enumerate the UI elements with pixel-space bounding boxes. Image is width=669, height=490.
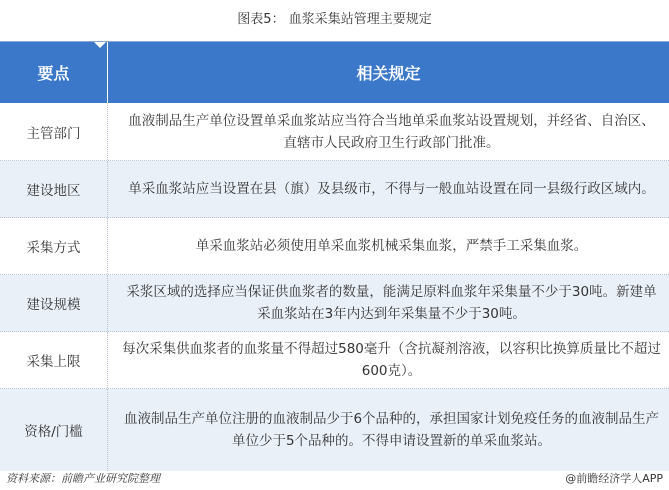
row-label: 建设地区 — [0, 161, 108, 217]
row-text: 每次采集供血浆者的血浆量不得超过580毫升（含抗凝剂溶液，以容积比换算质量比不超过600克）。 — [122, 341, 661, 379]
figure-title: 图表5： 血浆采集站管理主要规定 — [237, 12, 432, 27]
table-header — [0, 42, 669, 103]
table-row — [0, 389, 669, 471]
row-text: 单采血浆站必须使用单采血浆机械采集血浆，严禁手工采集血浆。 — [195, 238, 588, 254]
header-notch — [94, 42, 106, 48]
row-text: 血液制品生产单位注册的血液制品少于6个品种的，承担国家计划免疫任务的血液制品生产单位少于5个品种的。不得申请设置新的单采血浆站。 — [123, 411, 660, 449]
row-label: 建设规模 — [0, 275, 108, 331]
table-row — [0, 218, 669, 275]
row-text: 采浆区域的选择应当保证供血浆者的数量，能满足原料血浆年采集量不少于30吨。新建单采血浆站在3年内达到年采集量不少于30吨。 — [126, 284, 657, 322]
header-key-points: 要点 — [37, 64, 70, 83]
row-label: 采集上限 — [0, 332, 108, 388]
brand-credit — [565, 470, 663, 486]
table-row — [0, 275, 669, 332]
table-row — [0, 332, 669, 389]
row-label: 采集方式 — [0, 218, 108, 274]
source-note: 资料来源：前瞻产业研究院整理 — [6, 472, 160, 485]
table-row — [0, 161, 669, 218]
regulations-table — [0, 41, 669, 471]
row-label: 资格/门槛 — [0, 389, 108, 471]
row-text: 血液制品生产单位设置单采血浆站应当符合当地单采血浆站设置规划，并经省、自治区、直辖市人民政府卫生行政部门批准。 — [128, 112, 655, 151]
table-row — [0, 103, 669, 161]
footer — [0, 467, 669, 490]
row-text: 单采血浆站应当设置在县（旗）及县级市，不得与一般血站设置在同一县级行政区域内。 — [128, 181, 655, 197]
row-label: 主管部门 — [0, 103, 108, 160]
header-regulations: 相关规定 — [107, 42, 669, 103]
brand-label: @前瞻经济学人APP — [565, 472, 663, 485]
